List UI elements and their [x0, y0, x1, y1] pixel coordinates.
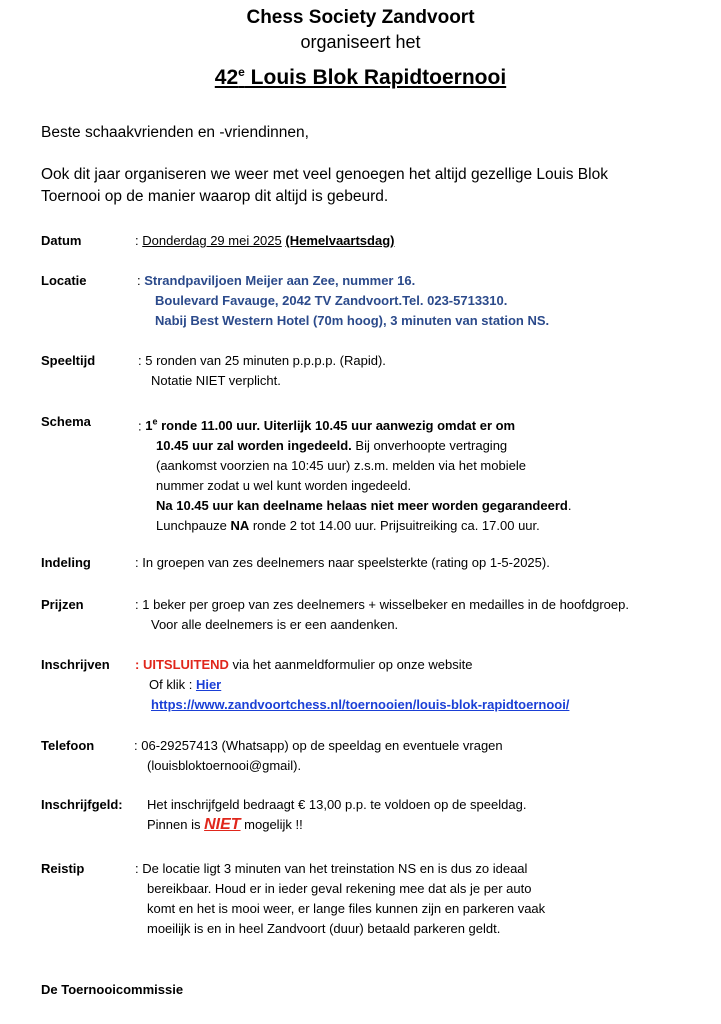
organizer-name: Chess Society Zandvoort [246, 7, 475, 28]
schema-line-6-b: ronde 2 tot 14.00 uur. Prijsuitreiking ca. 17.00 uur. [249, 518, 540, 534]
locatie-colon: : [137, 273, 141, 288]
schema-line-2-rest: Bij onverhoopte vertraging [351, 438, 508, 454]
schema-line-6-bold: NA [230, 518, 250, 534]
registration-url-link[interactable]: https://www.zandvoortchess.nl/toernooien/louis-blok-rapidtoernooi/ [151, 697, 570, 712]
signature: De Toernooicommissie [41, 982, 184, 997]
reistip-line-3: komt en het is mooi weer, er lange files kunnen zijn en parkeren vaak [147, 901, 546, 916]
reistip-label: Reistip [41, 861, 85, 876]
schema-line-2 [138, 436, 571, 456]
schema-line-5 [138, 496, 571, 516]
prijzen-label: Prijzen [41, 597, 84, 612]
schema-line-5-bold: Na 10.45 uur kan deelname helaas niet meer worden gegarandeerd [156, 498, 568, 514]
schema-round-number: 1 [145, 418, 153, 434]
pinnen-text: Pinnen is [147, 817, 205, 832]
schema-colon: : [138, 418, 142, 434]
inschrijfgeld-value [147, 795, 526, 835]
locatie-line-2: Boulevard Favauge, 2042 TV Zandvoort.Tel. 023-5713310. [155, 293, 508, 308]
telefoon-value [134, 736, 503, 776]
prijzen-line-2: Voor alle deelnemers is er een aandenken. [151, 617, 399, 632]
schema-line-6 [138, 516, 571, 536]
title-number: 42 [214, 66, 239, 89]
inschrijven-value [135, 655, 569, 715]
datum-date: Donderdag 29 mei 2025 [142, 233, 282, 248]
hier-link[interactable]: Hier [195, 677, 222, 692]
document-header [0, 6, 721, 92]
reistip-line-1: De locatie ligt 3 minuten van het treinstation NS en is dus zo ideaal [142, 861, 528, 876]
schema-line-4: nummer zodat u wel kunt worden ingedeeld. [156, 478, 412, 494]
inschrijfgeld-label: Inschrijfgeld: [41, 797, 123, 812]
schema-label: Schema [41, 414, 91, 429]
locatie-label: Locatie [41, 273, 87, 288]
reistip-line-2: bereikbaar. Houd er in ieder geval rekening mee dat als je per auto [147, 881, 532, 896]
datum-value [135, 231, 394, 251]
inschrijven-line-1: via het aanmeldformulier op onze website [228, 657, 473, 672]
indeling-colon: : [135, 555, 139, 570]
schema-line-1 [145, 418, 515, 433]
title-text: Louis Blok Rapidtoernooi [244, 66, 507, 89]
schema-line-5-dot: . [567, 498, 572, 514]
intro-line-1: Ook dit jaar organiseren we weer met veel genoegen het altijd gezellige Louis Blok [41, 166, 608, 183]
schema-round-sup: e [152, 417, 158, 427]
prijzen-value [135, 595, 629, 635]
prijzen-colon: : [135, 597, 139, 612]
schema-line-2-bold: 10.45 uur zal worden ingedeeld. [156, 438, 352, 454]
schema-line-6-a: Lunchpauze [156, 518, 231, 534]
klik-prefix: Of klik : [149, 677, 196, 692]
datum-label: Datum [41, 233, 82, 248]
telefoon-line-2: (louisbloktoernooi@gmail). [147, 758, 302, 773]
speeltijd-value [138, 351, 386, 391]
intro-paragraph [41, 164, 608, 208]
inschrijfgeld-line-1: Het inschrijfgeld bedraagt € 13,00 p.p. te voldoen op de speeldag. [147, 797, 527, 812]
speeltijd-label: Speeltijd [41, 353, 96, 368]
mogelijk-text: mogelijk !! [240, 817, 303, 832]
intro-line-2: Toernooi op de manier waarop dit altijd is gebeurd. [41, 188, 389, 205]
inschrijven-label: Inschrijven [41, 657, 110, 672]
inschrijven-klik-line [135, 675, 569, 695]
title-superscript: e [238, 65, 245, 79]
speeltijd-colon: : [138, 353, 142, 368]
datum-colon: : [135, 233, 139, 248]
inschrijven-colon: : [135, 657, 140, 672]
reistip-value [135, 859, 545, 939]
telefoon-line-1: 06-29257413 (Whatsapp) op de speeldag en eventuele vragen [141, 738, 503, 753]
subtitle: organiseert het [300, 32, 421, 52]
telefoon-label: Telefoon [41, 738, 95, 753]
schema-value [138, 412, 571, 536]
telefoon-colon: : [134, 738, 138, 753]
schema-line-1-text: ronde 11.00 uur. Uiterlijk 10.45 uur aanwezig omdat er om [157, 418, 516, 434]
indeling-value [135, 553, 550, 573]
niet-emphasis: NIET [204, 816, 241, 833]
prijzen-line-1: 1 beker per groep van zes deelnemers + wisselbeker en medailles in de hoofdgroep. [142, 597, 629, 612]
reistip-colon: : [135, 861, 139, 876]
locatie-value [137, 271, 549, 331]
tournament-title [0, 58, 721, 92]
inschrijven-exclusive: UITSLUITEND [142, 657, 229, 672]
indeling-text: In groepen van zes deelnemers naar speelsterkte (rating op 1-5-2025). [142, 555, 550, 570]
inschrijfgeld-line-2 [147, 815, 526, 835]
speeltijd-line-1: 5 ronden van 25 minuten p.p.p.p. (Rapid). [145, 353, 386, 368]
locatie-line-3: Nabij Best Western Hotel (70m hoog), 3 minuten van station NS. [155, 313, 550, 328]
speeltijd-line-2: Notatie NIET verplicht. [151, 373, 281, 388]
datum-note: (Hemelvaartsdag) [285, 233, 395, 248]
reistip-line-4: moeilijk is en in heel Zandvoort (duur) betaald parkeren geldt. [147, 921, 501, 936]
indeling-label: Indeling [41, 555, 91, 570]
locatie-line-1: Strandpaviljoen Meijer aan Zee, nummer 16. [144, 273, 416, 288]
greeting: Beste schaakvrienden en -vriendinnen, [41, 124, 309, 141]
schema-line-3: (aankomst voorzien na 10:45 uur) z.s.m. melden via het mobiele [156, 458, 526, 474]
